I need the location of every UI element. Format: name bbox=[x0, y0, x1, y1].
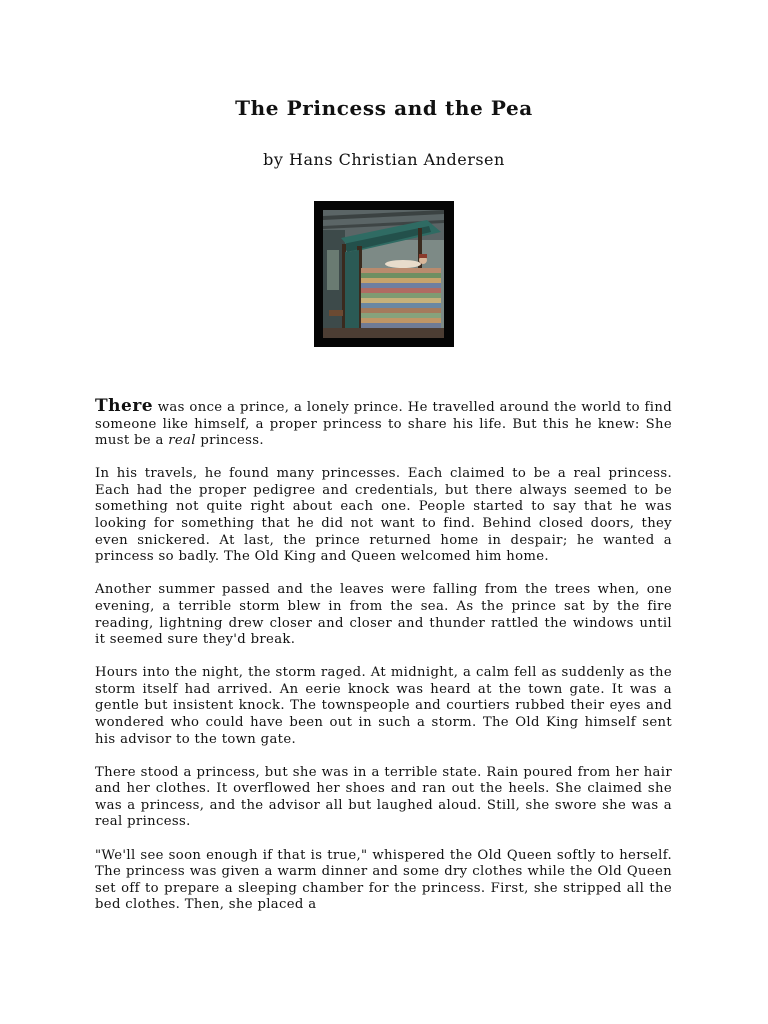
illustration-artwork bbox=[323, 210, 444, 338]
story-emphasis: real bbox=[168, 433, 196, 449]
story-paragraph: "We'll see soon enough if that is true," whispered the Old Queen softly to herself. The princess was given a warm dinner and some dry clothes while the Old Queen set off to prepare a sleeping chamber for the princess. First, she stripped all the bed clothes. Then, she placed a bbox=[95, 847, 672, 913]
story-text: was once a prince, a lonely prince. He travelled around the world to find someone like himself, a proper princess to share his life. But this he knew: She must be a bbox=[95, 400, 672, 449]
story-paragraph: Hours into the night, the storm raged. At midnight, a calm fell as suddenly as the storm itself had arrived. An eerie knock was heard at the town gate. It was a gentle but insistent knock. The townspeople and courtiers rubbed their eyes and wondered who could have been out in such a storm. The Old King himself sent his advisor to the town gate. bbox=[95, 665, 672, 747]
story-paragraph bbox=[95, 398, 672, 450]
story-paragraph: In his travels, he found many princesses. Each claimed to be a real princess. Each had the proper pedigree and credentials, but there always seemed to be something not quite right about each one. People started to say that he was looking for something that he did not want to find. Behind closed doors, they even snickered. At last, the prince returned home in despair; he wanted a princess so badly. The Old King and Queen welcomed him home. bbox=[95, 466, 672, 565]
page-title: The Princess and the Pea bbox=[235, 96, 533, 120]
princess-bed-illustration-icon bbox=[314, 201, 454, 347]
author-byline: by Hans Christian Andersen bbox=[263, 150, 505, 169]
story-body bbox=[95, 398, 672, 930]
story-paragraph: Another summer passed and the leaves were falling from the trees when, one evening, a terrible storm blew in from the sea. As the prince sat by the fire reading, lightning drew closer and closer and thunder rattled the windows until it seemed sure they'd break. bbox=[95, 582, 672, 648]
story-text: princess. bbox=[195, 433, 264, 449]
story-paragraph: There stood a princess, but she was in a terrible state. Rain poured from her hair and her clothes. It overflowed her shoes and ran out the heels. She claimed she was a princess, and the advisor all but laughed aloud. Still, she swore she was a real princess. bbox=[95, 764, 672, 830]
story-lead-word: There bbox=[95, 396, 154, 416]
